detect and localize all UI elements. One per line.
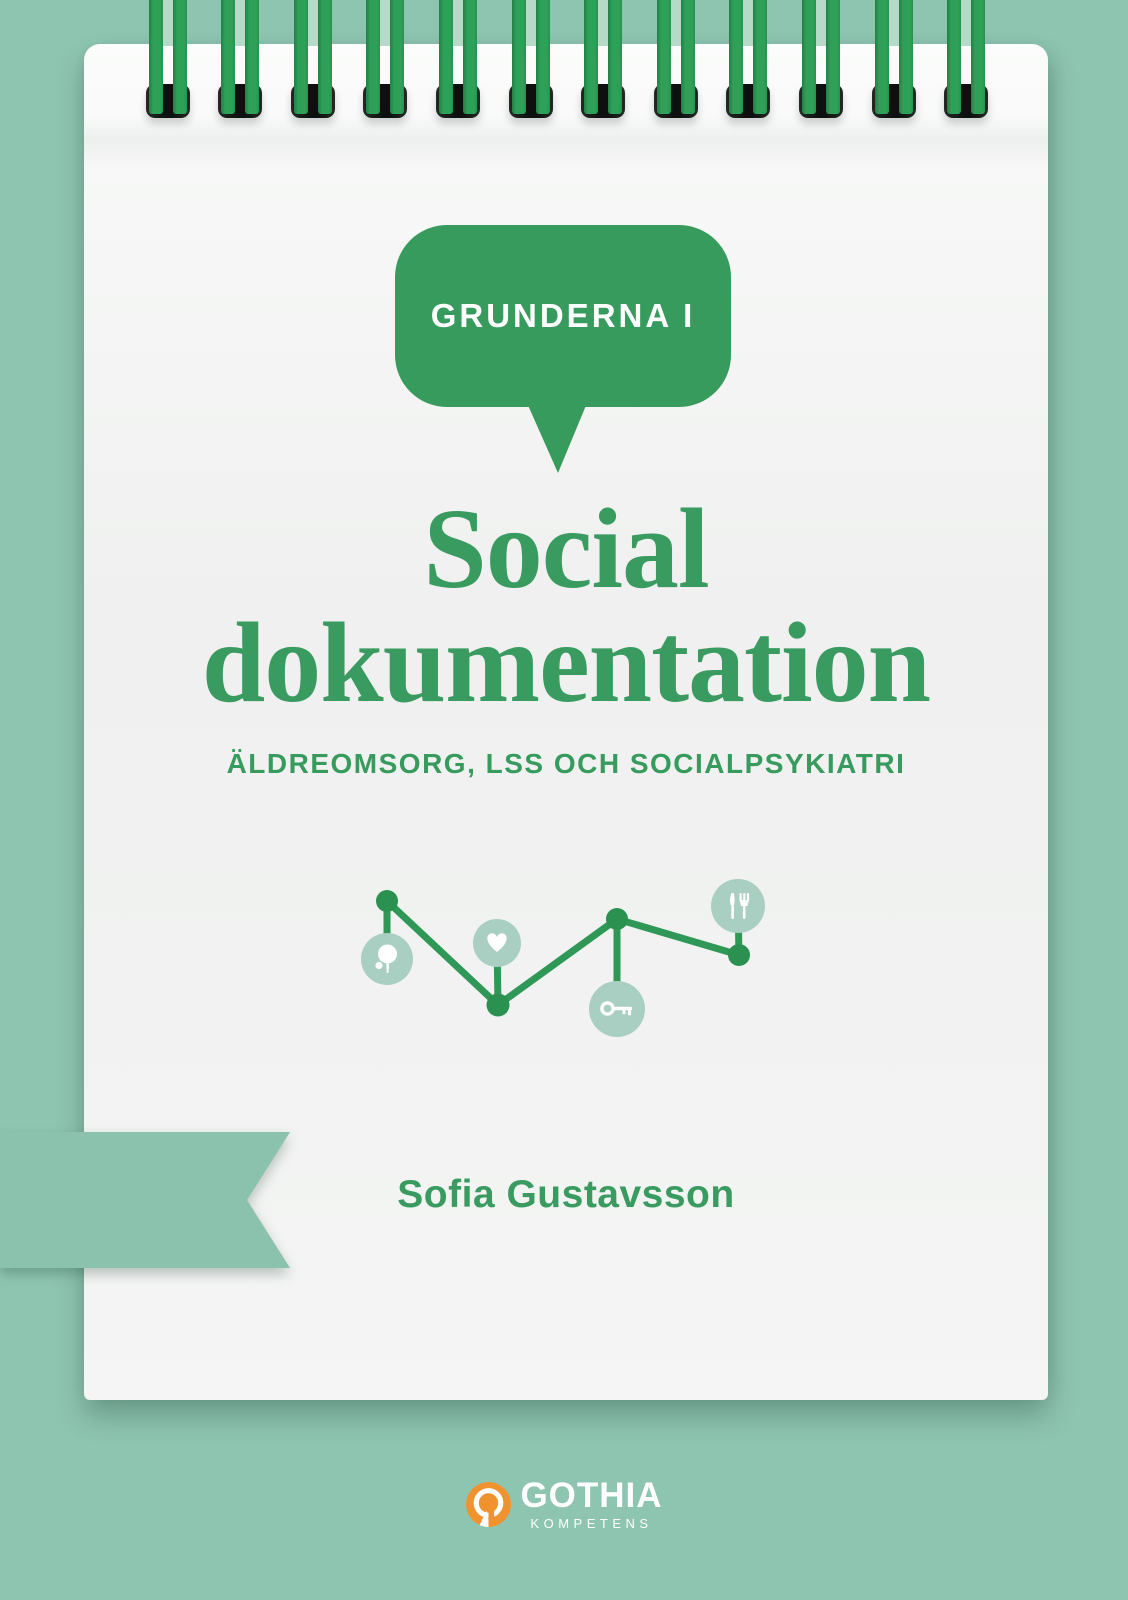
spiral-loop: [363, 0, 407, 122]
spiral-wire: [366, 0, 380, 114]
spiral-loop: [654, 0, 698, 122]
spiral-wire: [439, 0, 453, 114]
gothia-logo-icon: [465, 1481, 512, 1528]
spiral-wire: [294, 0, 308, 114]
spiral-loop: [436, 0, 480, 122]
spiral-wire: [681, 0, 695, 114]
spiral-wire: [947, 0, 961, 114]
spiral-wire: [802, 0, 816, 114]
spiral-wire: [657, 0, 671, 114]
spiral-wire: [826, 0, 840, 114]
book-title-line1: Social: [423, 485, 709, 612]
spiral-wire: [173, 0, 187, 114]
publisher-division: KOMPETENS: [530, 1516, 653, 1531]
author-name: Sofia Gustavsson: [397, 1173, 735, 1216]
book-subtitle: ÄLDREOMSORG, LSS OCH SOCIALPSYKIATRI: [226, 748, 906, 779]
spiral-wire: [536, 0, 550, 114]
spiral-loop: [581, 0, 625, 122]
decorative-line-chart: [330, 848, 780, 1053]
spiral-loop: [944, 0, 988, 122]
spiral-loop: [872, 0, 916, 122]
spiral-wire: [318, 0, 332, 114]
publisher-logo: [0, 1478, 1128, 1531]
spiral-loop: [218, 0, 262, 122]
spiral-binding: [0, 0, 1128, 130]
spiral-wire: [608, 0, 622, 114]
spiral-wire: [221, 0, 235, 114]
spiral-wire: [245, 0, 259, 114]
spiral-wire: [753, 0, 767, 114]
speech-bubble: [395, 225, 731, 407]
spiral-loop: [146, 0, 190, 122]
spiral-wire: [875, 0, 889, 114]
spiral-wire: [390, 0, 404, 114]
spiral-wire: [512, 0, 526, 114]
spiral-wire: [584, 0, 598, 114]
spiral-wire: [149, 0, 163, 114]
spiral-wire: [899, 0, 913, 114]
spiral-wire: [729, 0, 743, 114]
spiral-loop: [726, 0, 770, 122]
publisher-name: GOTHIA: [520, 1476, 663, 1515]
publisher-logo-text: [520, 1478, 662, 1531]
speech-bubble-tail-icon: [525, 403, 591, 477]
spiral-loop: [509, 0, 553, 122]
book-title: [84, 485, 1048, 726]
book-title-line2: dokumentation: [201, 599, 931, 726]
spiral-wire: [463, 0, 477, 114]
chart-nodes: [376, 890, 750, 1017]
chart-lines: [387, 901, 739, 1009]
spiral-loop: [291, 0, 335, 122]
tagline: GRUNDERNA I: [430, 297, 696, 334]
spiral-loop: [799, 0, 843, 122]
spiral-wire: [971, 0, 985, 114]
